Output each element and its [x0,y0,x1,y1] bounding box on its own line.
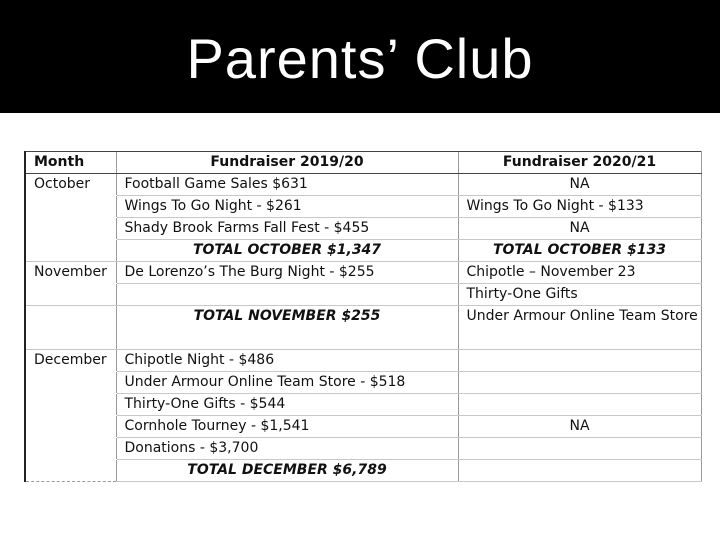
table-row [25,416,701,438]
cell-2019: Chipotle Night - $486 [116,350,458,372]
cell-2019: Wings To Go Night - $261 [116,196,458,218]
month-cell-empty [25,218,116,240]
total-october-2020: TOTAL OCTOBER $133 [458,240,701,262]
table-row [25,284,701,306]
cell-2020: NA [458,416,701,438]
month-december: December [25,350,116,372]
month-cell-empty [25,196,116,218]
cell-2019: Football Game Sales $631 [116,174,458,196]
cell-2019: Under Armour Online Team Store - $518 [116,372,458,394]
table-row-total [25,240,701,262]
table-row [25,394,701,416]
table-header-row [25,152,701,174]
table-row-total [25,460,701,482]
header-fundraiser-2019: Fundraiser 2019/20 [116,152,458,174]
total-november-2019: TOTAL NOVEMBER $255 [116,306,458,350]
cell-2019: Thirty-One Gifts - $544 [116,394,458,416]
month-cell-empty [25,460,116,482]
cell-2020: NA [458,174,701,196]
table-row [25,350,701,372]
cell-2020 [458,372,701,394]
total-october-2019: TOTAL OCTOBER $1,347 [116,240,458,262]
cell-2019: De Lorenzo’s The Burg Night - $255 [116,262,458,284]
total-december-2019: TOTAL DECEMBER $6,789 [116,460,458,482]
cell-2019: Shady Brook Farms Fall Fest - $455 [116,218,458,240]
cell-2020: Wings To Go Night - $133 [458,196,701,218]
cell-2019 [116,284,458,306]
month-cell-empty [25,306,116,350]
fundraiser-table [24,151,702,482]
table-row [25,174,701,196]
month-cell-empty [25,416,116,438]
month-november: November [25,262,116,284]
table-row-total [25,306,701,350]
table-row [25,438,701,460]
month-cell-empty [25,438,116,460]
cell-2020: NA [458,218,701,240]
table-row [25,196,701,218]
table-row [25,262,701,284]
header-month: Month [25,152,116,174]
header-fundraiser-2020: Fundraiser 2020/21 [458,152,701,174]
table-row [25,372,701,394]
month-cell-empty [25,394,116,416]
cell-2020 [458,350,701,372]
month-cell-empty [25,372,116,394]
month-cell-empty [25,284,116,306]
cell-2020 [458,438,701,460]
cell-2019: Donations - $3,700 [116,438,458,460]
cell-2020: Chipotle – November 23 [458,262,701,284]
cell-2019: Cornhole Tourney - $1,541 [116,416,458,438]
month-cell-empty [25,240,116,262]
cell-2020: Thirty-One Gifts [458,284,701,306]
cell-2020 [458,394,701,416]
slide-title: Parents’ Club [186,27,534,90]
cell-2020-under-armour: Under Armour Online Team Store [458,306,701,350]
month-october: October [25,174,116,196]
table-row [25,218,701,240]
cell-2020-empty [458,460,701,482]
